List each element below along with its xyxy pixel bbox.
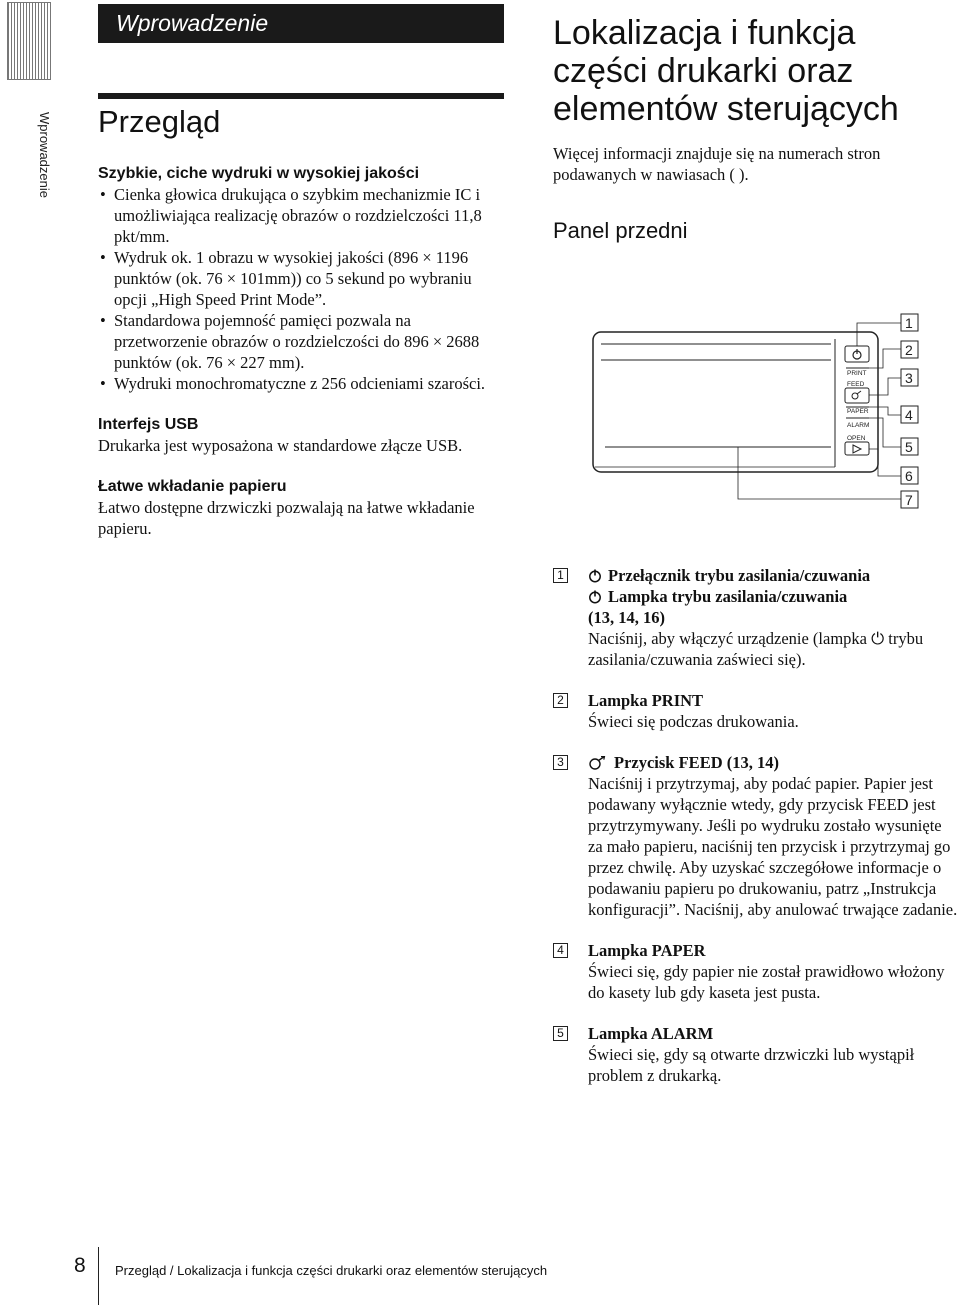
item-description: Świeci się podczas drukowania. bbox=[588, 712, 799, 731]
subsection-title: Panel przedni bbox=[553, 218, 688, 243]
item-number: 1 bbox=[553, 568, 568, 583]
item-description: Naciśnij i przytrzymaj, aby podać papier. Papier jest podawany wyłącznie wtedy, gdy przycisk FEED jest przytrzymywany. Jeśli po wydruku zostało wysunięte za mało papieru, naciśnij ten przycisk i przytrzymaj go przez chwilę. Aby uzyskać szczegółowe informacje o podawaniu papieru po drukowaniu, patrz „Instrukcja konfiguracji”. Naciśnij, aby anulować trwające zadanie. bbox=[588, 774, 958, 919]
power-icon bbox=[588, 569, 602, 583]
item-title: Lampka PRINT bbox=[588, 691, 704, 710]
item-title-line: (13, 14, 16) bbox=[588, 608, 665, 627]
footer-divider bbox=[98, 1247, 99, 1305]
footer-breadcrumb: Przegląd / Lokalizacja i funkcja części drukarki oraz elementów sterujących bbox=[115, 1263, 548, 1278]
feature-text: Drukarka jest wyposażona w standardowe złącze USB. bbox=[98, 436, 463, 455]
callout-3: 3 bbox=[905, 370, 913, 386]
feature-heading: Szybkie, ciche wydruki w wysokiej jakości bbox=[98, 165, 420, 182]
list-item: • Standardowa pojemność pamięci pozwala na przetworzenie obrazów o rozdzielczości do 896 × 2688 punktów (ok. 76 × 227 mm). bbox=[98, 310, 508, 373]
callout-4: 4 bbox=[905, 407, 913, 423]
panel-label-feed: FEED bbox=[847, 381, 865, 388]
item-title-line: Przełącznik trybu zasilania/czuwania bbox=[608, 566, 871, 585]
panel-label-print: PRINT bbox=[847, 370, 867, 377]
side-tab-label: Wprowadzenie bbox=[37, 112, 52, 198]
part-item bbox=[553, 690, 960, 732]
list-item: • Wydruki monochromatyczne z 256 odcieniami szarości. bbox=[98, 373, 508, 394]
list-item: • Cienka głowica drukująca o szybkim mechanizmie IC i umożliwiająca realizację obrazów o rozdzielczości 11,8 pkt/mm. bbox=[98, 184, 508, 247]
part-item bbox=[553, 565, 960, 670]
list-item: • Wydruk ok. 1 obrazu w wysokiej jakości (896 × 1196 punktów (ok. 76 × 101mm)) co 5 sekund po wybraniu opcji „High Speed Print Mode”. bbox=[98, 247, 508, 310]
left-column bbox=[98, 163, 508, 559]
printer-illustration bbox=[553, 267, 960, 547]
item-title bbox=[588, 565, 960, 628]
parts-list bbox=[553, 565, 960, 1106]
section-header: Wprowadzenie bbox=[98, 4, 504, 43]
callout-7: 7 bbox=[905, 492, 913, 508]
feature-block-paper bbox=[98, 476, 508, 539]
section-title: Lokalizacja i funkcja części drukarki oraz elementów sterujących bbox=[553, 14, 899, 128]
feature-text: Łatwo dostępne drzwiczki pozwalają na łatwe wkładanie papieru. bbox=[98, 498, 475, 538]
item-title bbox=[588, 752, 960, 773]
item-description: Naciśnij, aby włączyć urządzenie (lampka ⏻ trybu zasilania/czuwania zaświeci się). bbox=[588, 629, 924, 669]
callout-1: 1 bbox=[905, 315, 913, 331]
callout-5: 5 bbox=[905, 439, 913, 455]
item-number: 4 bbox=[553, 943, 568, 958]
item-description: Świeci się, gdy są otwarte drzwiczki lub wystąpił problem z drukarką. bbox=[588, 1045, 915, 1085]
title-rule bbox=[98, 93, 504, 99]
callout-2: 2 bbox=[905, 342, 913, 358]
page-number: 8 bbox=[74, 1254, 86, 1277]
item-number: 2 bbox=[553, 693, 568, 708]
part-item bbox=[553, 1023, 960, 1086]
feature-block-usb bbox=[98, 414, 508, 456]
part-item bbox=[553, 752, 960, 920]
item-number: 5 bbox=[553, 1026, 568, 1041]
callout-6: 6 bbox=[905, 468, 913, 484]
part-item bbox=[553, 940, 960, 1003]
intro-text: Więcej informacji znajduje się na numerach stron podawanych w nawiasach ( ). bbox=[553, 144, 881, 184]
item-title-line: Lampka trybu zasilania/czuwania bbox=[608, 587, 848, 606]
panel-label-open: OPEN bbox=[847, 435, 866, 442]
front-panel-diagram bbox=[553, 267, 960, 547]
feature-list bbox=[98, 184, 508, 394]
panel-label-paper: PAPER bbox=[847, 408, 869, 415]
power-icon bbox=[588, 590, 602, 604]
item-title-line: Przycisk FEED (13, 14) bbox=[614, 753, 779, 772]
item-title: Lampka ALARM bbox=[588, 1024, 714, 1043]
side-tab-stripes bbox=[7, 2, 51, 80]
feed-icon bbox=[588, 756, 608, 770]
page-title: Przegląd bbox=[98, 104, 221, 139]
feature-heading: Interfejs USB bbox=[98, 416, 199, 433]
item-number: 3 bbox=[553, 755, 568, 770]
feature-heading: Łatwe wkładanie papieru bbox=[98, 478, 287, 495]
item-title: Lampka PAPER bbox=[588, 941, 706, 960]
item-description: Świeci się, gdy papier nie został prawidłowo włożony do kasety lub gdy kaseta jest pusta. bbox=[588, 962, 945, 1002]
panel-label-alarm: ALARM bbox=[847, 422, 870, 429]
feature-block-quality bbox=[98, 163, 508, 394]
